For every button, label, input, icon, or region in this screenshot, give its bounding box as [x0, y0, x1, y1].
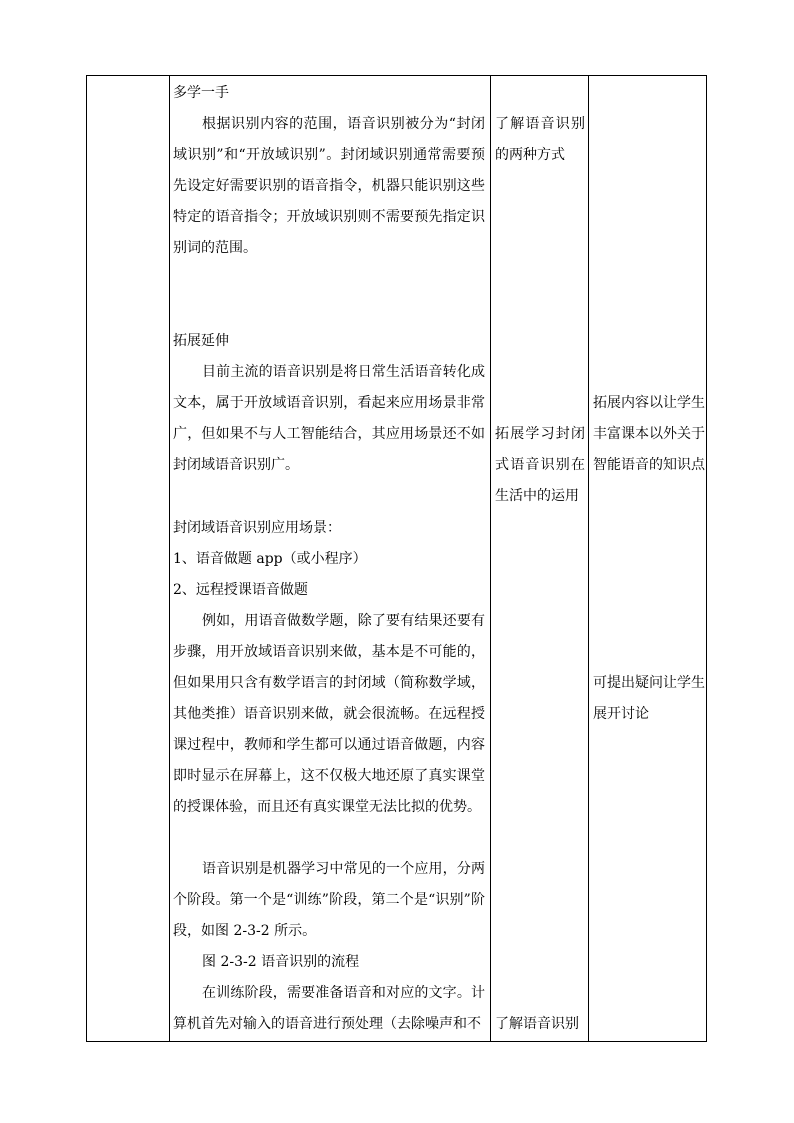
intent-text: 了解语音识别的两种方式	[495, 116, 585, 163]
section-heading: 拓展延伸	[173, 333, 229, 349]
paragraph: 例如，用语音做数学题，除了要有结果还要有步骤，用开放域语音识别来做，基本是不可能的，但如果用只含有数学语言的封闭域（简称数学域，其他类推）语音识别来做，就会很流畅。在远程授课过程中，教师和学生都可以通过语音做题，内容即时显示在屏幕上，这不仅极大地还原了真实课堂的授课体验，而且还有真实课堂无法比拟的优势。	[173, 613, 485, 815]
column-divider	[588, 76, 589, 1041]
paragraph: 目前主流的语音识别是将日常生活语音转化成文本，属于开放域语音识别，看起来应用场景非常广，但如果不与人工智能结合，其应用场景还不如封闭域语音识别广。	[173, 364, 485, 473]
column-divider	[169, 76, 170, 1041]
paragraph: 根据识别内容的范围，语音识别被分为“封闭域识别”和“开放域识别”。封闭域识别通常需要预先设定好需要识别的语音指令，机器只能识别这些特定的语音指令；开放域识别则不需要预先指定识别词的范围。	[173, 116, 485, 256]
intent-text: 了解语音识别	[495, 1016, 579, 1032]
list-item: 1、语音做题 app（或小程序）	[173, 551, 367, 567]
intent-text: 拓展学习封闭式语音识别在生活中的运用	[495, 426, 585, 504]
paragraph: 语音识别是机器学习中常见的一个应用，分两个阶段。第一个是“训练”阶段，第二个是“识别”阶段，如图 2-3-2 所示。	[173, 861, 485, 939]
section-heading: 封闭域语音识别应用场景：	[173, 520, 341, 536]
section-heading: 多学一手	[173, 85, 229, 101]
lesson-table	[86, 75, 707, 1042]
paragraph: 在训练阶段，需要准备语音和对应的文字。计算机首先对输入的语音进行预处理（去除噪声和不	[173, 985, 485, 1032]
note-text: 拓展内容以让学生丰富课本以外关于智能语音的知识点	[593, 395, 705, 473]
note-text: 可提出疑问让学生展开讨论	[593, 675, 705, 722]
list-item: 2、远程授课语音做题	[173, 582, 308, 598]
column-divider	[490, 76, 491, 1041]
figure-caption: 图 2-3-2 语音识别的流程	[202, 954, 360, 970]
